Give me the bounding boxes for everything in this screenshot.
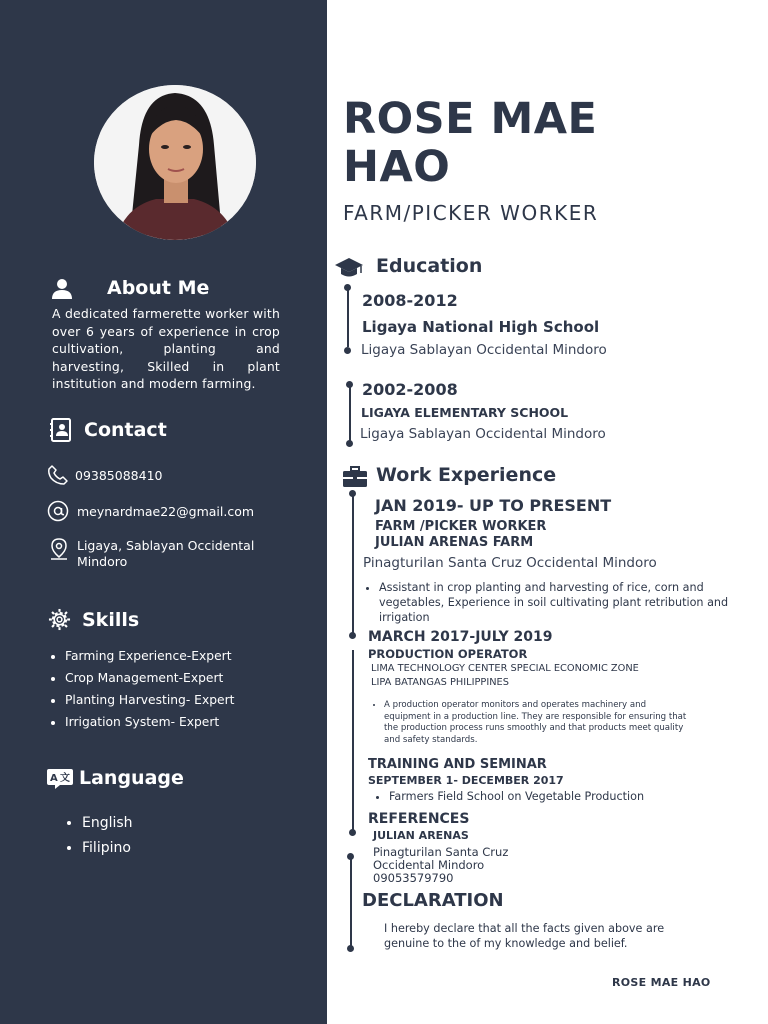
job1-bullet: • Assistant in crop planting and harvesting of rice, corn and vegetables, Experience in soil cultivating plant retribution and irrigation	[379, 580, 747, 625]
skill-item: • Crop Management-Expert	[65, 670, 234, 686]
language-item: • Filipino	[82, 839, 133, 857]
translate-icon	[46, 768, 74, 790]
skill-item: • Farming Experience-Expert	[65, 648, 234, 664]
education-school: LIGAYA ELEMENTARY SCHOOL	[361, 405, 569, 420]
references-address-line1: Pinagturilan Santa Cruz	[373, 845, 509, 859]
job2-bullet: • A production operator monitors and operates machinery and equipment in a production line. They are responsible for ensuring that the production process runs smoothly and that products meet quality and safety standards.	[384, 700, 694, 746]
contact-address-line2: Mindoro	[77, 554, 128, 569]
contact-email: meynardmae22@gmail.com	[77, 504, 255, 519]
timeline-dot	[349, 490, 356, 497]
profile-photo	[94, 85, 256, 240]
language-title: Language	[79, 767, 184, 789]
briefcase-icon	[342, 466, 368, 488]
education-school: Ligaya National High School	[362, 318, 600, 336]
timeline-line	[349, 386, 351, 442]
skills-list	[51, 648, 234, 736]
timeline-dot	[347, 853, 354, 860]
training-item: • Farmers Field School on Vegetable Production	[389, 789, 644, 804]
references-name: JULIAN ARENAS	[373, 829, 469, 842]
job1-bullets	[363, 580, 747, 625]
contact-book-icon	[50, 418, 72, 442]
sidebar	[0, 0, 327, 1024]
timeline-dot	[349, 632, 356, 639]
graduation-cap-icon	[334, 256, 364, 280]
references-details	[373, 846, 508, 885]
job1-period: JAN 2019- UP TO PRESENT	[375, 496, 612, 515]
skill-item: • Irrigation System- Expert	[65, 714, 234, 730]
user-icon	[51, 278, 73, 300]
full-name	[343, 95, 597, 191]
timeline-dot	[344, 284, 351, 291]
contact-phone: 09385088410	[75, 468, 163, 483]
timeline-line	[347, 289, 349, 347]
declaration-title: DECLARATION	[362, 890, 504, 911]
job1-role: FARM /PICKER WORKER	[375, 519, 547, 534]
job2-bullets	[370, 700, 694, 746]
job1-employer: JULIAN ARENAS FARM	[375, 535, 534, 550]
language-item: • English	[82, 814, 133, 832]
education-title: Education	[376, 255, 483, 277]
timeline-dot	[346, 440, 353, 447]
timeline-dot	[344, 347, 351, 354]
job2-role: PRODUCTION OPERATOR	[368, 647, 528, 661]
job-title: FARM/PICKER WORKER	[343, 201, 599, 225]
education-location: Ligaya Sablayan Occidental Mindoro	[361, 342, 607, 358]
education-years: 2002-2008	[362, 380, 458, 399]
job2-employer-line1: LIMA TECHNOLOGY CENTER SPECIAL ECONOMIC ZONE	[371, 663, 639, 674]
education-location: Ligaya Sablayan Occidental Mindoro	[360, 426, 606, 442]
skill-item: • Planting Harvesting- Expert	[65, 692, 234, 708]
location-pin-icon	[49, 538, 69, 560]
about-title: About Me	[107, 277, 210, 299]
job2-employer-line2: LIPA BATANGAS PHILIPPINES	[371, 677, 509, 688]
language-list	[68, 814, 133, 864]
timeline-line	[352, 494, 354, 636]
timeline-dot	[347, 945, 354, 952]
at-sign-icon	[47, 500, 69, 522]
svg-text:A: A	[50, 773, 58, 784]
training-list	[373, 789, 644, 804]
references-phone: 09053579790	[373, 871, 454, 885]
about-text: A dedicated farmerette worker with over 6 years of experience in crop cultivation, planting and harvesting, Skilled in plant institution and modern farming.	[52, 306, 280, 391]
contact-address-line1: Ligaya, Sablayan Occidental	[77, 538, 255, 553]
timeline-line	[350, 857, 352, 949]
name-line1: ROSE MAE	[343, 94, 598, 144]
gear-icon	[48, 608, 71, 631]
job1-location: Pinagturilan Santa Cruz Occidental Mindoro	[363, 555, 657, 571]
education-years: 2008-2012	[362, 291, 458, 310]
timeline-dot	[346, 381, 353, 388]
name-line2: HAO	[343, 142, 451, 192]
contact-title: Contact	[84, 419, 167, 441]
job2-period: MARCH 2017-JULY 2019	[368, 629, 553, 645]
declaration-text: I hereby declare that all the facts given above are genuine to the of my knowledge and belief.	[384, 922, 665, 950]
svg-text:文: 文	[60, 773, 70, 784]
timeline-dot	[349, 829, 356, 836]
skills-title: Skills	[82, 609, 140, 631]
references-title: REFERENCES	[368, 811, 470, 827]
signature-name: ROSE MAE HAO	[612, 976, 711, 989]
phone-icon	[47, 464, 69, 486]
timeline-line	[352, 650, 354, 834]
contact-address	[77, 538, 254, 570]
training-title: TRAINING AND SEMINAR	[368, 757, 547, 772]
work-title: Work Experience	[376, 464, 557, 486]
references-address-line2: Occidental Mindoro	[373, 858, 485, 872]
training-period: SEPTEMBER 1- DECEMBER 2017	[368, 774, 564, 787]
